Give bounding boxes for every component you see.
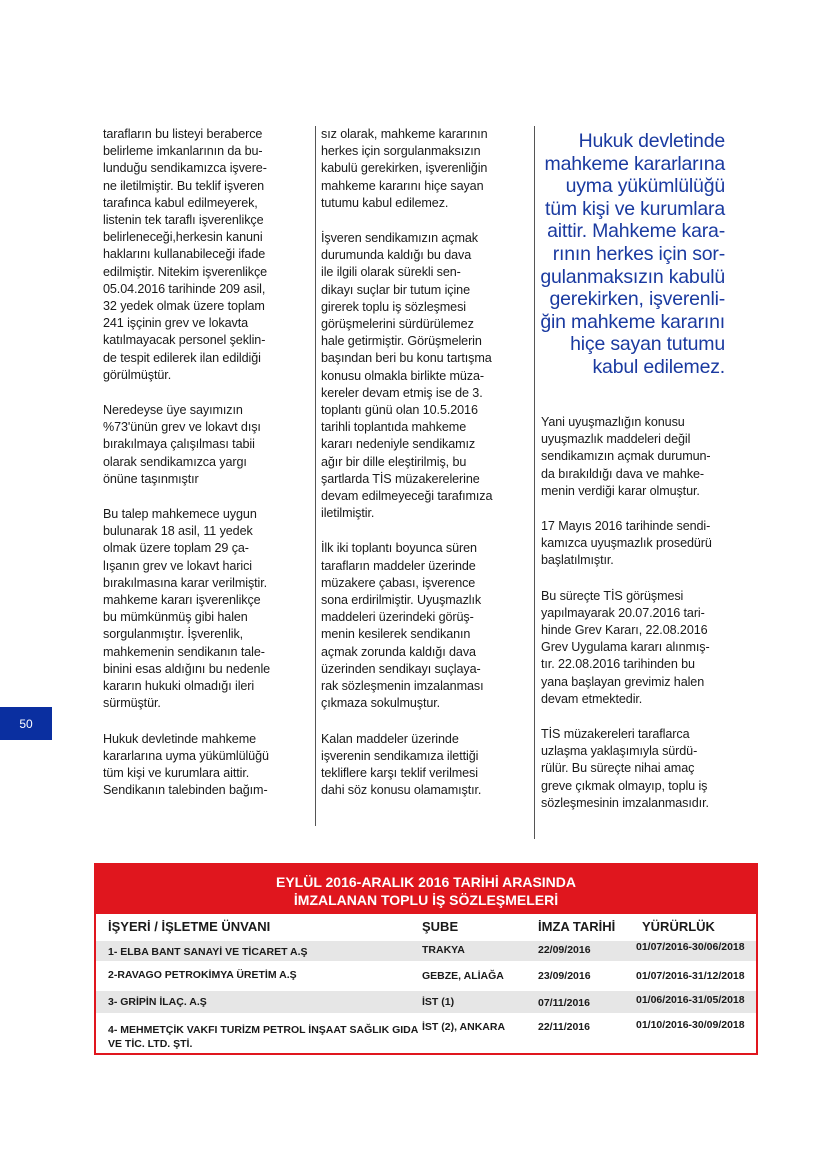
- table-row: [96, 991, 756, 1013]
- cell-company: 1- ELBA BANT SANAYİ VE TİCARET A.Ş: [108, 946, 308, 958]
- text-column-3: [541, 414, 751, 830]
- cell-validity: 01/06/2016-31/05/2018: [636, 994, 745, 1006]
- paragraph: Bu süreçte TİS görüşmesi yapılmayarak 20.07.2016 tari- hinde Grev Kararı, 22.08.2016 Grev Uygulama kararı alınmış- tır. 22.08.2016 tarihinden bu yana başlayan grevimiz halen devam etmektedir.: [541, 588, 710, 706]
- table-row: [96, 941, 756, 961]
- column-divider: [534, 126, 535, 839]
- cell-sign-date: 22/09/2016: [538, 944, 591, 956]
- cell-sign-date: 23/09/2016: [538, 970, 591, 982]
- page-number: 50: [0, 707, 52, 740]
- paragraph: Yani uyuşmazlığın konusu uyuşmazlık maddeleri değil sendikamızın açmak durumun- da bırakıldığı dava ve mahke- menin verdiği karar olmuştur.: [541, 415, 711, 498]
- text-column-1: [103, 126, 313, 817]
- table-title-line-1: EYLÜL 2016-ARALIK 2016 TARİHİ ARASINDA: [275, 874, 577, 890]
- pull-quote: Hukuk devletinde mahkeme kararlarına uyma yükümlülüğü tüm kişi ve kurumlara aittir. Mahkeme kara- rının herkes için sor- gulanmaksızın kabulü gerekirken, işverenli- ğin mahkeme kararını hiçe sayan tutumu kabul edilemez.: [540, 130, 725, 378]
- agreements-table: [94, 863, 758, 1055]
- header-validity: YÜRÜRLÜK: [642, 919, 715, 934]
- cell-company: 4- MEHMETÇİK VAKFI TURİZM PETROL İNŞAAT SAĞLIK GIDA VE TİC. LTD. ŞTİ.: [108, 1024, 419, 1050]
- column-divider: [315, 126, 316, 826]
- table-title: [96, 865, 756, 914]
- header-sign-date: İMZA TARİHİ: [538, 919, 616, 934]
- table-row: [96, 966, 756, 986]
- paragraph: Hukuk devletinde mahkeme kararlarına uyma yükümlülüğü tüm kişi ve kurumlara aittir. Sendikanın talebinden bağım-: [103, 731, 269, 798]
- header-company: İŞYERİ / İŞLETME ÜNVANI: [108, 919, 271, 934]
- paragraph: tarafların bu listeyi beraberce belirleme imkanlarının da bu- lunduğu sendikamızca işvere- ne iletilmiştir. Bu teklif işveren tarafınca kabul edilmeyerek, listenin tek taraflı işverenlikçe belirleneceği,herkesin kanuni haklarını kullanabileceği ifade edilmiştir. Nitekim işverenlikçe 05.04.2016 tarihinde 209 asil, 32 yedek olmak üzere toplam 241 işçinin grev ve lokavta katılmayacak personel şeklin- de tespit edilerek ilan edildiği görülmüştür.: [103, 127, 268, 382]
- cell-company: 2-RAVAGO PETROKİMYA ÜRETİM A.Ş: [108, 969, 297, 981]
- cell-validity: 01/07/2016-31/12/2018: [636, 970, 745, 982]
- paragraph: sız olarak, mahkeme kararının herkes için sorgulanmaksızın kabulü gerekirken, işverenliğin mahkeme kararını hiçe sayan tutumu kabul edilemez.: [321, 127, 488, 210]
- cell-branch: İST (2), ANKARA: [422, 1021, 506, 1033]
- paragraph: İlk iki toplantı boyunca süren tarafların maddeler üzerinde müzakere çabası, işverence sona erdirilmiştir. Uyuşmazlık maddeleri üzerindeki görüş- menin kesilerek sendikanın açmak zorunda kaldığı dava üzerinden sendikayı suçlaya- rak sözleşmenin imzalanması çıkmaza sokulmuştur.: [321, 541, 484, 711]
- cell-branch: İST (1): [422, 996, 455, 1008]
- cell-company: 3- GRİPİN İLAÇ. A.Ş: [108, 996, 207, 1008]
- table-row: [96, 1019, 756, 1051]
- paragraph: Bu talep mahkemece uygun bulunarak 18 asil, 11 yedek olmak üzere toplam 29 ça- lışanın grev ve lokavt harici bırakılmasına karar verilmiştir. mahkeme kararı işverenlikçe bu mümkünmüş gibi halen sorgulanmıştır. İşverenlik, mahkemenin sendikanın tale- binini esas aldığını bu nedenle kararın hukuki olmadığı ileri sürmüştür.: [103, 507, 271, 711]
- header-branch: ŞUBE: [422, 919, 459, 934]
- cell-branch: GEBZE, ALİAĞA: [422, 970, 504, 982]
- cell-validity: 01/10/2016-30/09/2018: [636, 1019, 745, 1031]
- paragraph: Neredeyse üye sayımızın %73'ünün grev ve lokavt dışı bırakılmaya çalışılması tabii olarak sendikamızca yargı önüne taşınmıştır: [103, 403, 261, 486]
- paragraph: Kalan maddeler üzerinde işverenin sendikamıza ilettiği tekliflere karşı teklif verilmesi dahi söz konusu olamamıştır.: [321, 731, 482, 798]
- cell-sign-date: 22/11/2016: [538, 1021, 590, 1033]
- cell-sign-date: 07/11/2016: [538, 997, 590, 1009]
- text-column-2: [321, 126, 531, 817]
- paragraph: TİS müzakereleri taraflarca uzlaşma yaklaşımıyla sürdü- rülür. Bu süreçte nihai amaç greve çıkmak olmayıp, toplu iş sözleşmesinin imzalanmasıdır.: [541, 727, 709, 810]
- paragraph: İşveren sendikamızın açmak durumunda kaldığı bu dava ile ilgili olarak sürekli sen- dikayı suçlar bir tutum içine girerek toplu iş sözleşmesi görüşmelerini sürdürülemez hale getirmiştir. Görüşmelerin başından beri bu konu tartışma konusu olmakla birlikte müza- kereler devam etmiş ise de 3. toplantı günü olan 10.5.2016 tarihli toplantıda mahkeme kararı nedeniyle sendikamız ağır bir dille eleştirilmiş, bu şartlarda TİS müzakerelerine devam edilmeyeceği tarafımıza iletilmiştir.: [321, 231, 493, 521]
- cell-branch: TRAKYA: [422, 944, 465, 956]
- cell-validity: 01/07/2016-30/06/2018: [636, 941, 745, 953]
- table-title-line-2: İMZALANAN TOPLU İŞ SÖZLEŞMELERİ: [293, 892, 559, 908]
- paragraph: 17 Mayıs 2016 tarihinde sendi- kamızca uyuşmazlık prosedürü başlatılmıştır.: [541, 519, 712, 568]
- table-header-row: [96, 917, 756, 937]
